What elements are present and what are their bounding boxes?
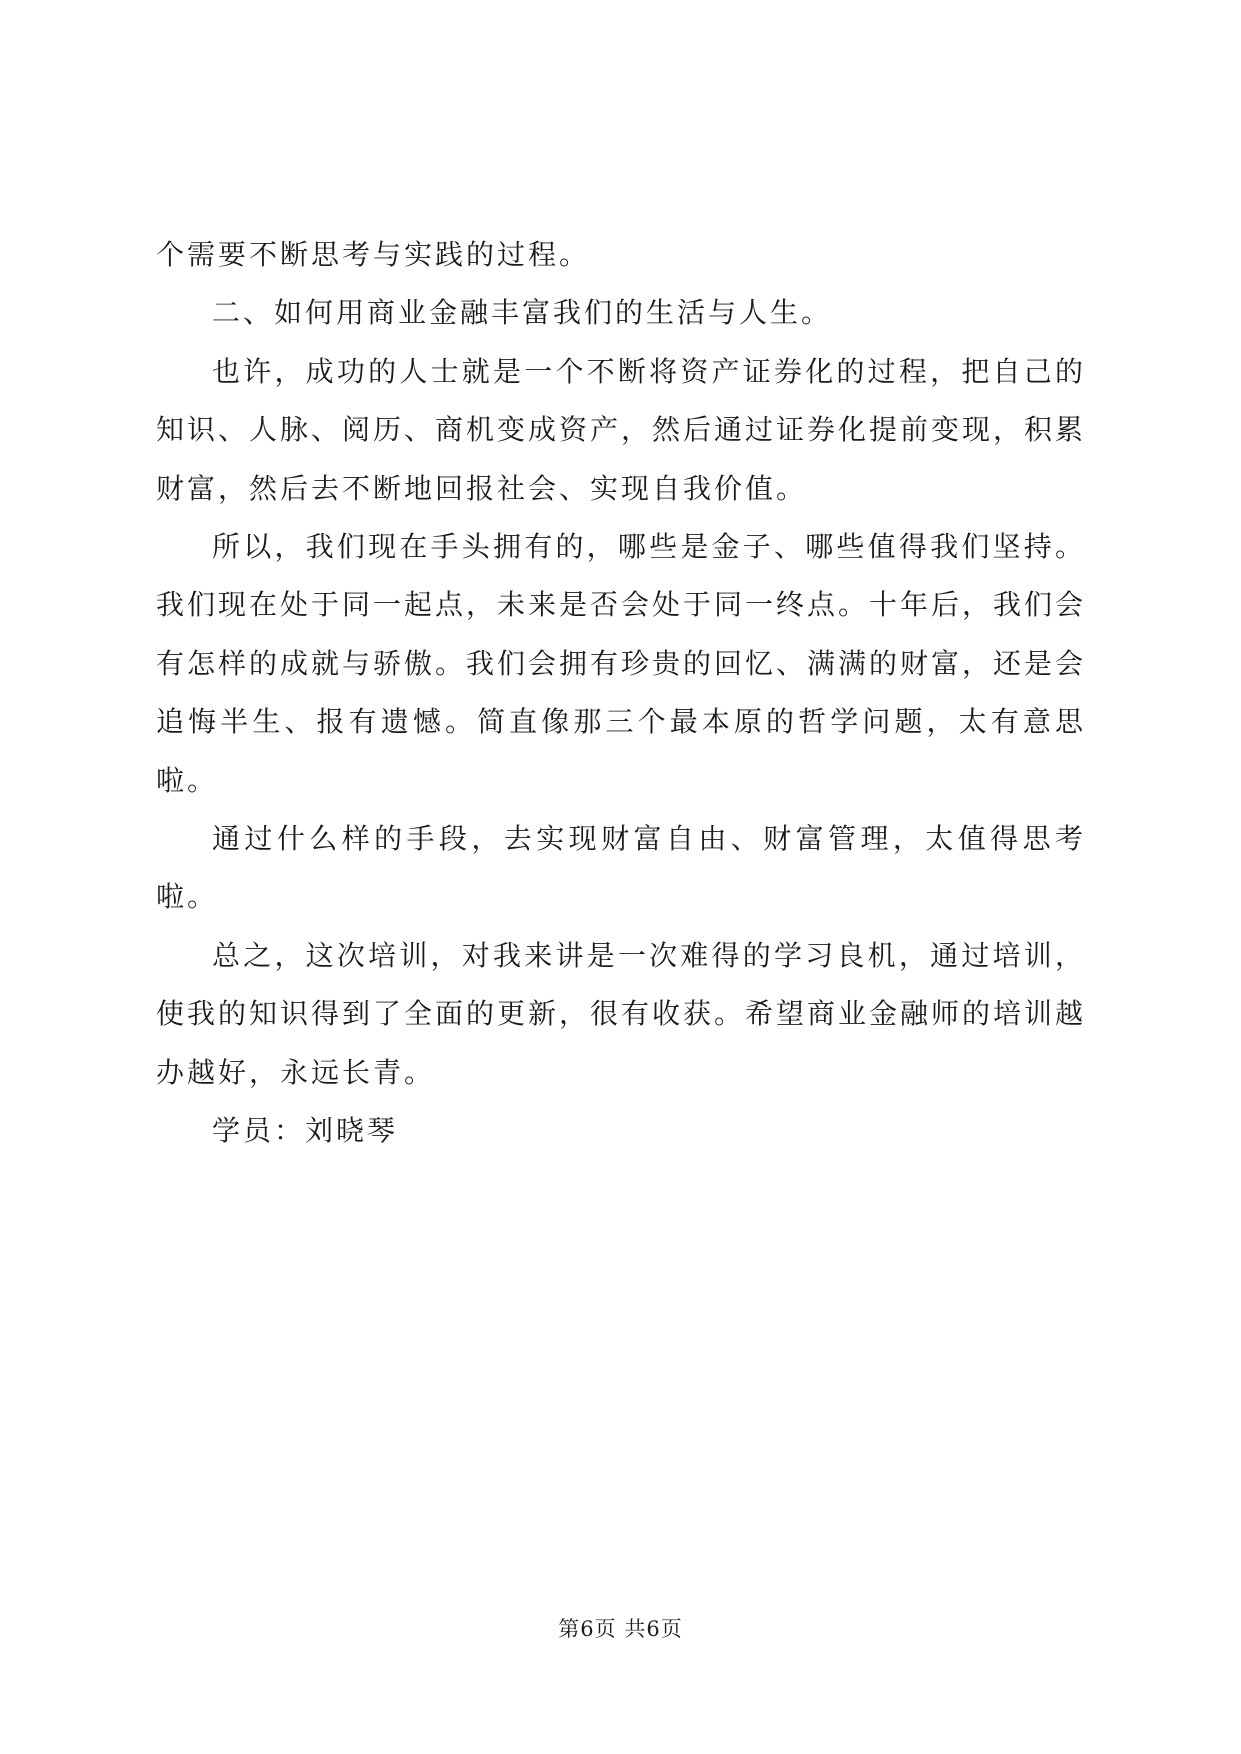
paragraph: 也许，成功的人士就是一个不断将资产证券化的过程，把自己的知识、人脉、阅历、商机变成资产，然后通过证券化提前变现，积累财富，然后去不断地回报社会、实现自我价值。: [156, 354, 1087, 505]
paragraph-continuation: 个需要不断思考与实践的过程。: [156, 238, 591, 271]
paragraph: 通过什么样的手段，去实现财富自由、财富管理，太值得思考啦。: [156, 822, 1086, 914]
page-number: 第6页 共6页: [558, 1617, 683, 1641]
section-heading: 二、如何用商业金融丰富我们的生活与人生。: [212, 296, 833, 330]
signature-line: 学员：刘晓琴: [212, 1114, 399, 1148]
document-body: [156, 226, 1086, 1161]
page-footer: [0, 1614, 1241, 1644]
paragraph: 所以，我们现在手头拥有的，哪些是金子、哪些值得我们坚持。我们现在处于同一起点，未来是否会处于同一终点。十年后，我们会有怎样的成就与骄傲。我们会拥有珍贵的回忆、满满的财富，还是会追悔半生、报有遗憾。简直像那三个最本原的哲学问题，太有意思啦。: [156, 530, 1087, 797]
paragraph: 总之，这次培训，对我来讲是一次难得的学习良机，通过培训，使我的知识得到了全面的更新，很有收获。希望商业金融师的培训越办越好，永远长青。: [156, 938, 1087, 1089]
